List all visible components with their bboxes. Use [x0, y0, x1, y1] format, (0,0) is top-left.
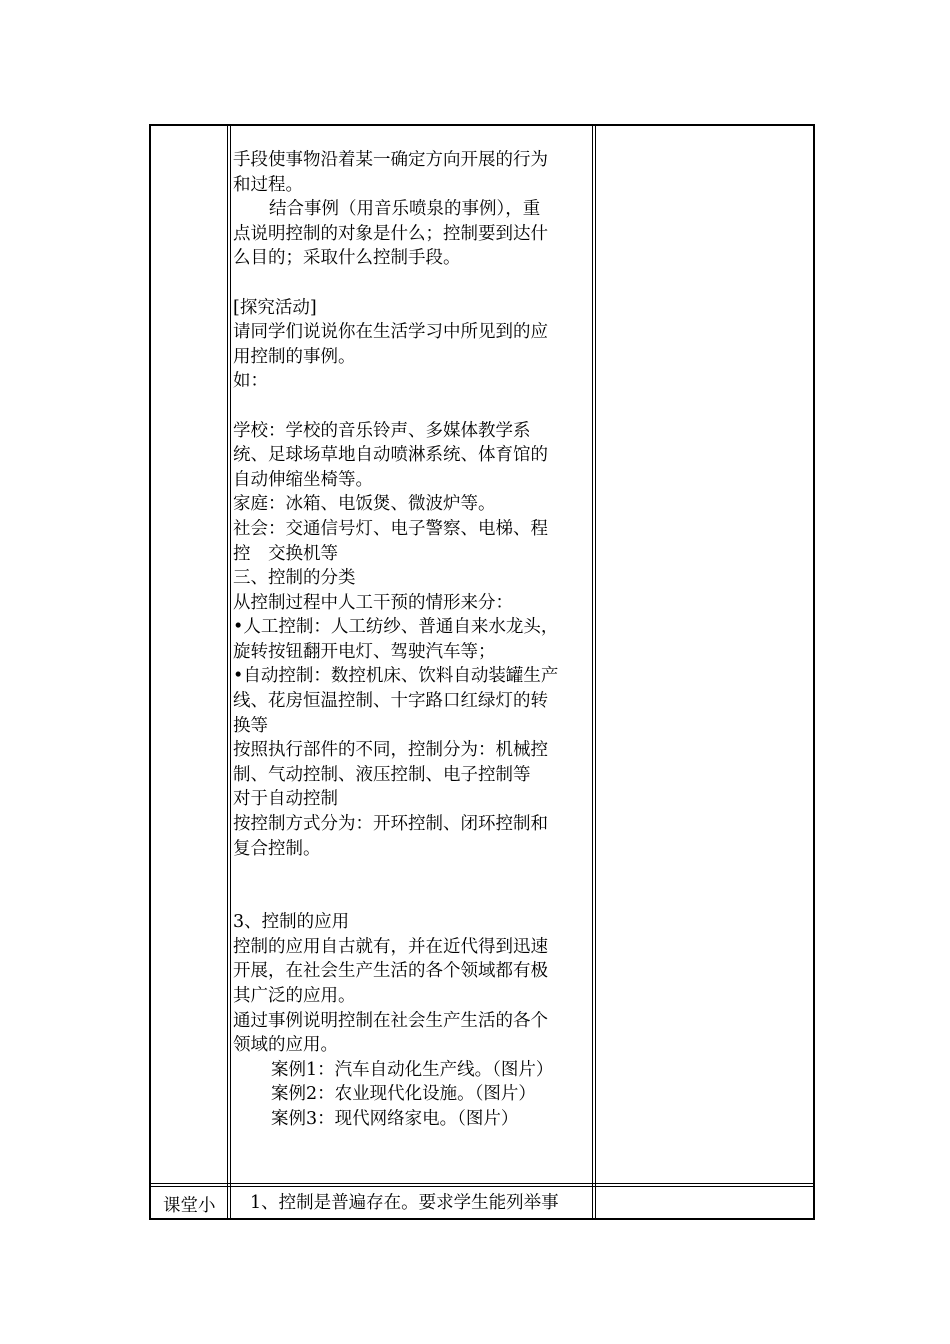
lesson-content	[233, 148, 591, 1132]
text-line: 线、花房恒温控制、十字路口红绿灯的转	[233, 691, 548, 712]
text-line: 换等	[233, 715, 268, 736]
column-divider	[230, 126, 231, 1218]
row-divider	[151, 1186, 813, 1187]
column-divider	[227, 126, 228, 1218]
text-line: 其广泛的应用。	[233, 986, 356, 1006]
text-line: 和过程。	[233, 174, 303, 195]
text-line: 控制的应用自古就有，并在近代得到迅速	[233, 936, 548, 957]
text-line: 通过事例说明控制在社会生产生活的各个	[233, 1010, 548, 1031]
text-line: 如：	[233, 371, 268, 392]
text-line: 制、气动控制、液压控制、电子控制等	[233, 764, 531, 785]
text-line: 开展，在社会生产生活的各个领域都有极	[233, 961, 548, 982]
section-heading: 3、控制的应用	[233, 912, 350, 933]
text-line: 请同学们说说你在生活学习中所见到的应	[233, 322, 548, 343]
text-line: •自动控制：数控机床、饮料自动装罐生产	[233, 666, 559, 687]
section-heading: 三、控制的分类	[233, 568, 356, 589]
case-line: 案例3：现代网络家电。（图片）	[271, 1108, 519, 1129]
column-divider	[592, 126, 593, 1218]
text-line: 从控制过程中人工干预的情形来分：	[233, 592, 513, 613]
text-line: 用控制的事例。	[233, 346, 356, 367]
text-line: 按照执行部件的不同，控制分为：机械控	[233, 740, 548, 761]
row-divider	[151, 1183, 813, 1184]
blank-line	[233, 394, 591, 419]
case-line: 案例2：农业现代化设施。（图片）	[271, 1084, 536, 1105]
text-line: 控 交换机等	[233, 543, 338, 564]
text-line: 社会：交通信号灯、电子警察、电梯、程	[233, 518, 548, 539]
case-line: 案例1：汽车自动化生产线。（图片）	[271, 1059, 554, 1080]
text-line: 手段使事物沿着某一确定方向开展的行为	[233, 150, 548, 170]
row-label: 课堂小	[163, 1196, 216, 1216]
blank-line	[233, 271, 591, 296]
text-line: 么目的；采取什么控制手段。	[233, 248, 461, 269]
blank-line	[233, 861, 591, 910]
text-line: 旋转按钮翻开电灯、驾驶汽车等；	[233, 641, 496, 662]
text-line: 家庭：冰箱、电饭煲、微波炉等。	[233, 494, 496, 515]
column-divider	[595, 126, 596, 1218]
text-line: 结合事例（用音乐喷泉的事例），重	[269, 199, 541, 220]
text-line: 按控制方式分为：开环控制、闭环控制和	[233, 814, 548, 835]
section-heading: [探究活动]	[233, 297, 317, 318]
row-text: 1、控制是普遍存在。要求学生能列举事	[250, 1193, 559, 1213]
text-line: 领域的应用。	[233, 1035, 338, 1056]
text-line: 学校：学校的音乐铃声、多媒体教学系	[233, 420, 531, 441]
text-line: •人工控制：人工纺纱、普通自来水龙头，	[233, 617, 559, 638]
text-line: 复合控制。	[233, 838, 321, 859]
text-line: 点说明控制的对象是什么；控制要到达什	[233, 223, 548, 244]
text-line: 对于自动控制	[233, 789, 338, 810]
text-line: 统、足球场草地自动喷淋系统、体育馆的	[233, 445, 548, 466]
text-line: 自动伸缩坐椅等。	[233, 469, 373, 490]
